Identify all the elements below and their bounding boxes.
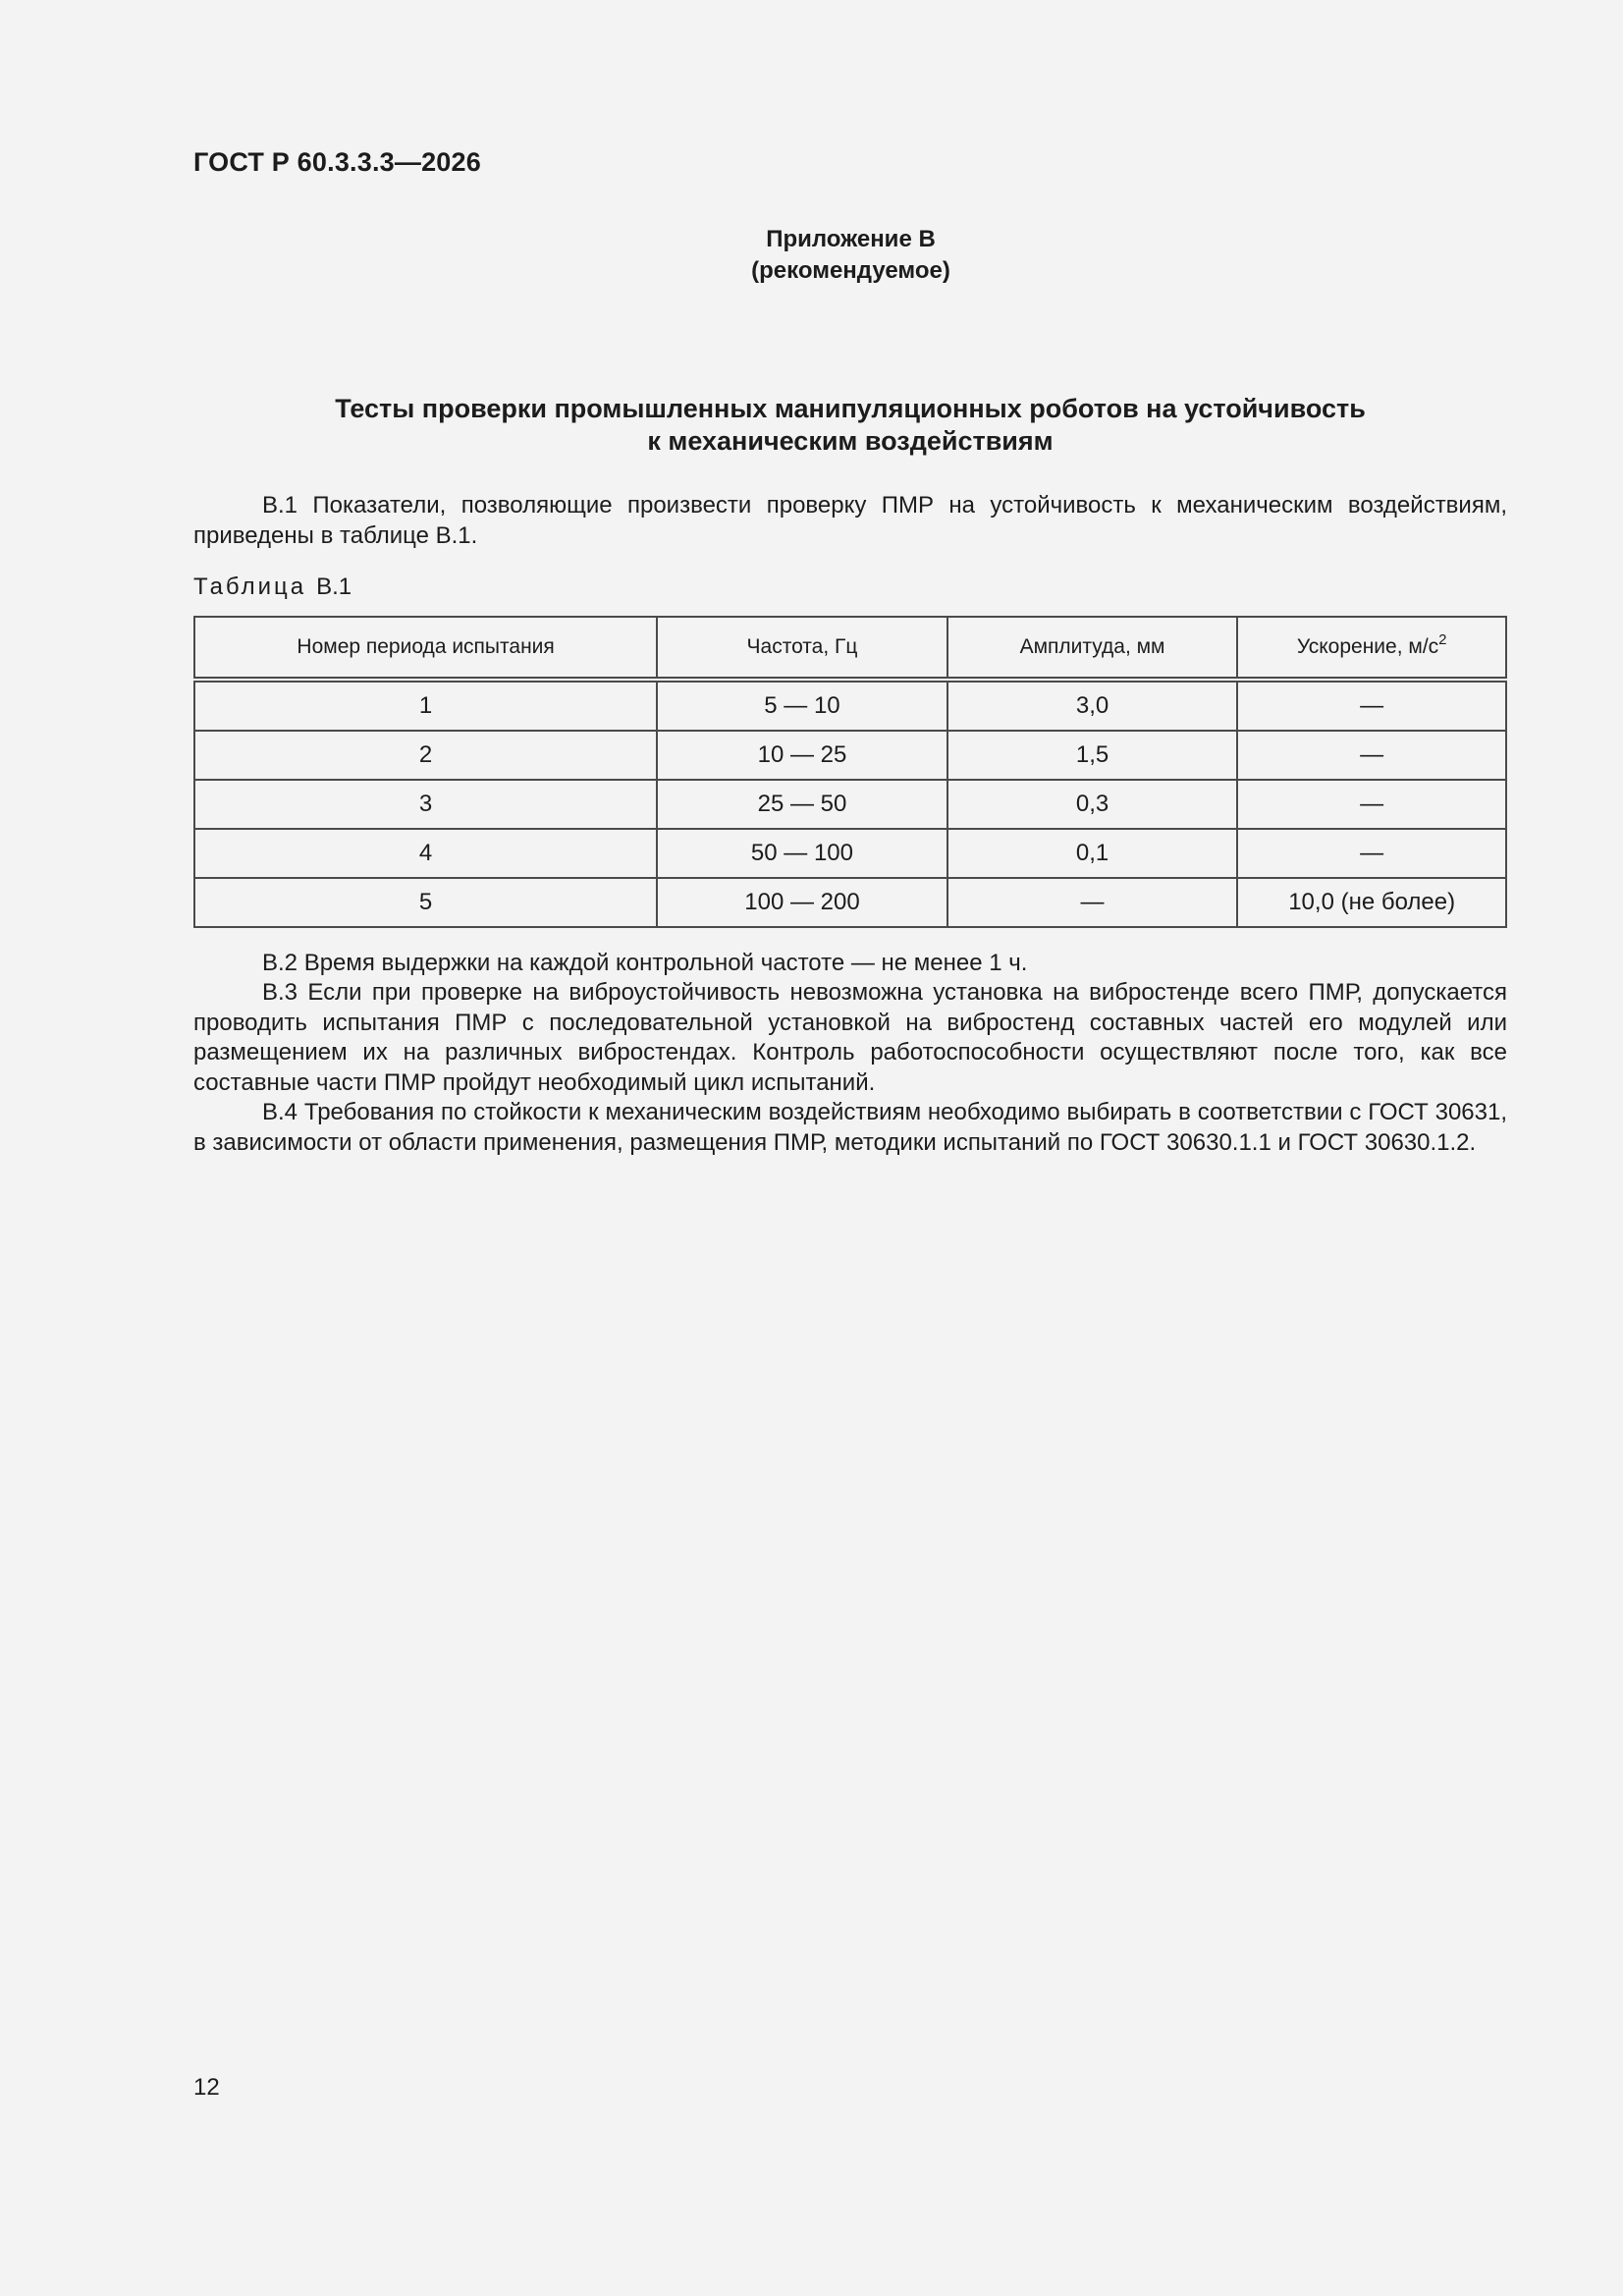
cell-period: 3 (194, 780, 657, 829)
section-title-line2: к механическим воздействиям (647, 426, 1054, 456)
cell-frequency: 100 — 200 (657, 878, 947, 927)
cell-amplitude: 3,0 (947, 680, 1238, 731)
table-row (194, 731, 1506, 780)
table-row (194, 680, 1506, 731)
cell-acceleration: 10,0 (не более) (1237, 878, 1506, 927)
cell-period: 5 (194, 878, 657, 927)
table-caption-word: Таблица (193, 574, 307, 600)
cell-frequency: 25 — 50 (657, 780, 947, 829)
header-frequency: Частота, Гц (657, 617, 947, 680)
paragraph-b1 (193, 491, 1507, 551)
table-caption-number: В.1 (316, 574, 352, 600)
cell-amplitude: 0,3 (947, 780, 1238, 829)
cell-acceleration: — (1237, 680, 1506, 731)
header-amplitude: Амплитуда, мм (947, 617, 1238, 680)
cell-period: 1 (194, 680, 657, 731)
cell-frequency: 50 — 100 (657, 829, 947, 878)
cell-period: 4 (194, 829, 657, 878)
page-number: 12 (193, 2074, 220, 2101)
vibration-test-table (193, 616, 1507, 928)
cell-acceleration: — (1237, 829, 1506, 878)
document-code: ГОСТ Р 60.3.3.3—2026 (193, 147, 481, 177)
section-title-line1: Тесты проверки промышленных манипуляционных роботов на устойчивость (335, 394, 1366, 423)
table-caption (193, 574, 352, 601)
appendix-status: (рекомендуемое) (751, 257, 950, 284)
cell-period: 2 (194, 731, 657, 780)
header-acceleration-exponent: 2 (1438, 631, 1447, 648)
paragraph-b4-text: В.4 Требования по стойкости к механическим воздействиям необходимо выбирать в соответствии с ГОСТ 30631, в зависимости от области применения, размещения ПМР, методики испытаний по ГОСТ 30630.1.1 и ГОСТ 30630.1.2. (193, 1099, 1507, 1156)
section-title (193, 393, 1507, 458)
table-header-row (194, 617, 1506, 680)
table-row (194, 780, 1506, 829)
cell-acceleration: — (1237, 731, 1506, 780)
header-acceleration-text: Ускорение, м/с (1296, 635, 1439, 658)
paragraph-b3-text: В.3 Если при проверке на виброустойчивость невозможна установка на вибростенде всего ПМР, допускается проводить испытания ПМР с последовательной установкой на вибростенд составных частей его модулей или размещением их на различных вибростендах. Контроль работоспособности осуществляют после того, как все составные части ПМР пройдут необходимый цикл испытаний. (193, 979, 1507, 1096)
appendix-label: Приложение В (766, 226, 936, 252)
cell-amplitude: — (947, 878, 1238, 927)
cell-frequency: 5 — 10 (657, 680, 947, 731)
cell-amplitude: 0,1 (947, 829, 1238, 878)
table-row (194, 829, 1506, 878)
cell-amplitude: 1,5 (947, 731, 1238, 780)
paragraph-b2-text: В.2 Время выдержки на каждой контрольной частоте — не менее 1 ч. (262, 950, 1028, 976)
paragraph-b2 (193, 949, 1507, 979)
header-acceleration (1237, 617, 1506, 680)
appendix-heading (0, 224, 1623, 287)
paragraph-b1-text: В.1 Показатели, позволяющие произвести проверку ПМР на устойчивость к механическим воздействиям, приведены в таблице В.1. (193, 492, 1507, 549)
cell-acceleration: — (1237, 780, 1506, 829)
cell-frequency: 10 — 25 (657, 731, 947, 780)
paragraph-b4 (193, 1098, 1507, 1158)
table-row (194, 878, 1506, 927)
header-period: Номер периода испытания (194, 617, 657, 680)
paragraph-b3 (193, 978, 1507, 1098)
